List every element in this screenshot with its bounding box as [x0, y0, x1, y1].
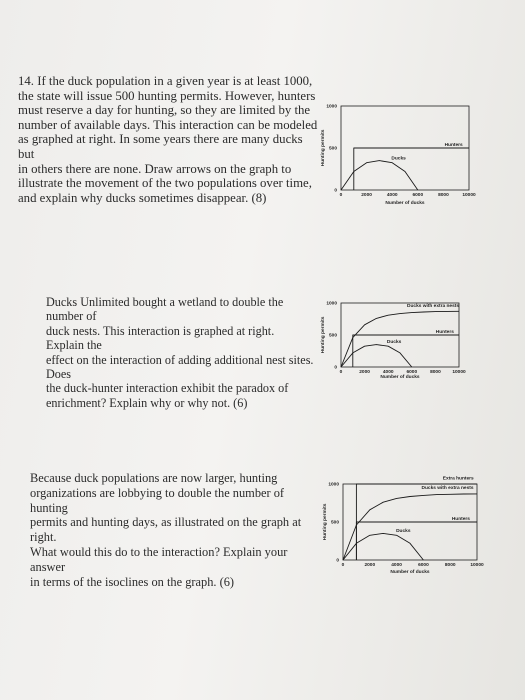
x-tick-label: 10000: [462, 193, 476, 198]
x-tick-label: 2000: [361, 193, 372, 198]
x-axis-title: Number of ducks: [390, 570, 430, 575]
ducks-isocline: [341, 345, 412, 367]
x-tick-label: 2000: [359, 370, 370, 375]
x-tick-label: 10000: [470, 563, 484, 568]
x-axis-title: Number of ducks: [385, 201, 425, 206]
hunters-isocline-label: Hunters: [435, 330, 454, 335]
x-tick-label: 8000: [438, 193, 449, 198]
ducks-with-extra-nests-isocline-label: Ducks with extra nests: [421, 485, 474, 491]
question-14-text: 14. If the duck population in a given year is at least 1000, the state will issue 500 hunting permits. However, hunters must reserve a day for hunting, so they are limited by the number of available days. This interaction can be modeled as graphed at right. In some years there are many ducks but in others there are none. Draw arrows on the graph to illustrate the movement of the two populations over time, and explain why ducks sometimes disappear. (8): [18, 74, 318, 205]
x-tick-label: 4000: [391, 563, 402, 568]
y-axis-title: Hunting permits: [321, 316, 326, 354]
ducks-with-extra-nests-isocline-label: Ducks with extra nests: [407, 303, 460, 309]
hunters-isocline: [353, 335, 459, 367]
ducks-with-extra-nests-isocline: [343, 494, 477, 560]
ducks-isocline: [343, 533, 423, 560]
x-axis-title: Number of ducks: [380, 375, 420, 380]
x-tick-label: 4000: [386, 193, 398, 198]
extra-hunters-isocline-label: Extra hunters: [442, 476, 474, 482]
ducks-isocline: [341, 161, 418, 190]
y-tick-label: 0: [334, 188, 337, 194]
y-tick-label: 500: [330, 520, 339, 526]
y-tick-label: 0: [336, 558, 339, 564]
y-tick-label: 1000: [328, 482, 339, 488]
x-tick-label: 6000: [418, 563, 429, 568]
y-tick-label: 1000: [326, 104, 337, 110]
y-tick-label: 500: [328, 333, 337, 339]
y-tick-label: 500: [328, 146, 337, 152]
y-tick-label: 1000: [326, 301, 337, 307]
x-tick-label: 10000: [452, 370, 466, 375]
hunters-isocline: [356, 522, 477, 560]
x-tick-label: 8000: [444, 563, 456, 568]
x-tick-label: 0: [339, 370, 343, 375]
ducks-isocline-label: Ducks: [386, 340, 402, 346]
x-tick-label: 4000: [382, 370, 394, 375]
ducks-isocline-label: Ducks: [391, 156, 406, 162]
y-tick-label: 0: [334, 365, 337, 371]
y-axis-title: Hunting permits: [321, 129, 326, 167]
hunters-isocline-label: Hunters: [451, 517, 470, 522]
question-ducks-unlimited-text: Ducks Unlimited bought a wetland to double the number of duck nests. This interaction is graphed at right. Explain the effect on the interaction of adding additional nest sites. Does the duck-hunter interaction exhibit the paradox of enrichment? Explain why or why not. (6): [46, 295, 314, 410]
x-tick-label: 6000: [412, 193, 424, 198]
x-tick-label: 6000: [406, 370, 418, 375]
x-tick-label: 0: [339, 193, 343, 198]
x-tick-label: 2000: [364, 563, 376, 568]
hunters-isocline-label: Hunters: [444, 143, 463, 148]
ducks-with-extra-nests-isocline: [341, 311, 459, 367]
ducks-isocline-label: Ducks: [396, 529, 411, 535]
x-tick-label: 8000: [430, 370, 441, 375]
hunters-isocline: [354, 148, 469, 190]
question-hunting-organizations-text: Because duck populations are now larger, hunting organizations are lobbying to double the number of hunting permits and hunting days, as illustrated on the graph at right. What would this do to the interaction? Explain your answer in terms of the isoclines on the graph. (6): [30, 471, 302, 589]
x-tick-label: 0: [341, 563, 345, 568]
y-axis-title: Hunting permits: [323, 503, 328, 541]
